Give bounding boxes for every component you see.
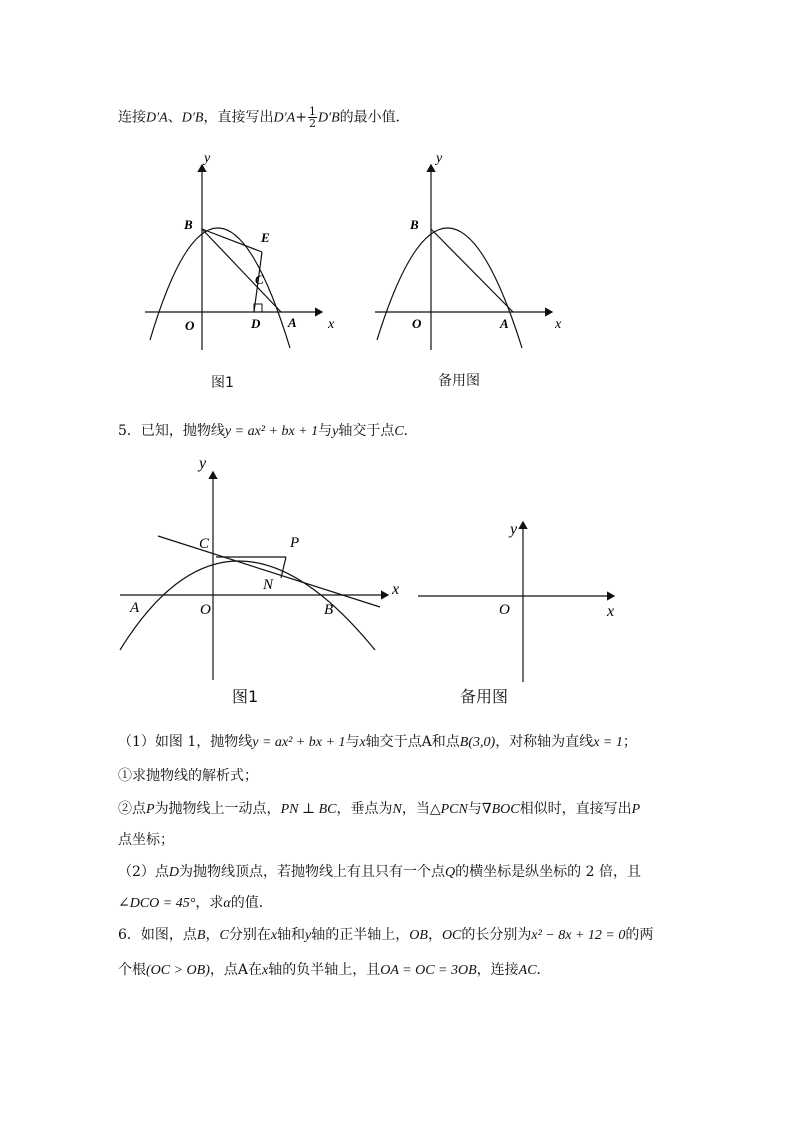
p5-q1-2-mid2: ，垂点为 bbox=[336, 801, 393, 817]
p5-q2-mid: 为抛物线顶点，若抛物线上有且只有一个点 bbox=[179, 864, 446, 880]
intro-seg2: D′B bbox=[181, 110, 204, 126]
p5-q1-part1: ①求抛物线的解析式； bbox=[118, 768, 258, 784]
p5-q1-2-tri1: △PCN bbox=[429, 802, 468, 817]
label-A: A bbox=[500, 316, 509, 331]
line-BC bbox=[158, 536, 380, 607]
p6-sep: ， bbox=[205, 927, 220, 943]
label-O: O bbox=[412, 316, 422, 331]
p5-q1-mid3: ，对称轴为直线 bbox=[495, 734, 594, 750]
intro-suffix: 的最小值． bbox=[339, 109, 410, 126]
label-B: B bbox=[410, 217, 419, 232]
p6-2-mid: ，点A在 bbox=[209, 962, 263, 978]
p5-q1-2-mid: 为抛物线上一动点， bbox=[154, 801, 281, 817]
p6-sep2: ， bbox=[427, 927, 442, 943]
p5-q1-2-prefix: ②点 bbox=[118, 801, 146, 817]
p5-stem-end: ． bbox=[403, 423, 418, 439]
p5-q2-Q: Q bbox=[445, 865, 456, 880]
fig5-main-diagram bbox=[110, 450, 410, 690]
fig4-main-caption: 图1 bbox=[211, 375, 234, 391]
p6-OB: OB bbox=[409, 928, 428, 943]
label-N: N bbox=[263, 577, 274, 593]
p5-stem-suffix: 轴交于点 bbox=[338, 423, 395, 439]
label-C: C bbox=[255, 272, 264, 287]
p6-2-cond: (OC > OB) bbox=[146, 963, 210, 978]
p6-2-AC: AC bbox=[518, 963, 537, 978]
p5-q2-end: 的值． bbox=[230, 895, 273, 911]
p6-mid3: 轴的正半轴上， bbox=[311, 927, 410, 943]
p5-q1-mid: 与 bbox=[345, 734, 360, 750]
label-O: O bbox=[200, 602, 211, 618]
p6-mid2: 轴和 bbox=[277, 927, 306, 943]
p6-2-eq: OA = OC = 3OB bbox=[380, 963, 477, 978]
p5-q2-prefix: （2）点 bbox=[118, 864, 169, 880]
p5-stem-axis: y bbox=[332, 424, 339, 439]
p6-OC: OC bbox=[441, 928, 462, 943]
label-y: y bbox=[436, 151, 443, 166]
p5-q2-mid3: ，求 bbox=[195, 895, 224, 911]
p5-q1-part2 bbox=[118, 799, 640, 820]
intro-expr-b: D′B bbox=[317, 110, 340, 126]
p5-q2 bbox=[118, 862, 641, 883]
p6-prefix: 6．如图，点 bbox=[118, 927, 197, 943]
p6-line1 bbox=[118, 925, 653, 946]
p5-q2-alpha: α bbox=[223, 896, 231, 911]
fig5-main-caption: 图1 bbox=[232, 687, 259, 706]
p5-stem-prefix: 5．已知，抛物线 bbox=[118, 423, 225, 439]
p5-q2-D: D bbox=[168, 865, 180, 880]
p5-q2-mid2: 的横坐标是纵坐标的 2 倍，且 bbox=[455, 864, 641, 880]
intro-seg1: D′A bbox=[146, 110, 168, 126]
p5-q1-2-tri2: ∇BOC bbox=[481, 802, 520, 817]
p6-C: C bbox=[219, 928, 229, 943]
p5-q1-mid2: 轴交于点A和点 bbox=[365, 734, 460, 750]
intro-sep: 、 bbox=[167, 109, 182, 126]
label-B: B bbox=[184, 217, 193, 232]
p5-q1-formula: y = ax² + bx + 1 bbox=[252, 735, 346, 750]
p6-mid4: 的长分别为 bbox=[461, 927, 532, 943]
label-x: x bbox=[607, 603, 615, 620]
p5-q1-end: ； bbox=[622, 734, 637, 750]
p5-q1-prefix: （1）如图 1，抛物线 bbox=[118, 734, 253, 750]
p6-line2 bbox=[118, 960, 551, 981]
p6-B: B bbox=[196, 928, 206, 943]
label-A: A bbox=[288, 315, 297, 330]
label-y: y bbox=[199, 455, 207, 472]
p5-q1-2-mid3: ，当 bbox=[401, 801, 430, 817]
intro-plus: + bbox=[295, 109, 307, 126]
label-y: y bbox=[510, 521, 518, 538]
fraction-denominator: 2 bbox=[308, 117, 316, 130]
p6-2-end: ． bbox=[536, 962, 551, 978]
label-D: D bbox=[251, 316, 261, 331]
intro-expr-a: D′A bbox=[273, 110, 296, 126]
p6-end: 的两 bbox=[625, 927, 654, 943]
label-C: C bbox=[199, 536, 210, 552]
p5-stem-formula: y = ax² + bx + 1 bbox=[224, 424, 319, 439]
p5-q1-2-N: N bbox=[392, 802, 402, 817]
p6-x: x bbox=[270, 928, 278, 943]
label-O: O bbox=[185, 318, 195, 333]
label-E: E bbox=[261, 230, 270, 245]
p5-q1-2-mid5: 相似时，直接写出 bbox=[519, 801, 632, 817]
fig4-main-diagram bbox=[130, 140, 350, 360]
label-O: O bbox=[499, 602, 510, 618]
parabola bbox=[120, 561, 375, 650]
label-P: P bbox=[290, 535, 300, 551]
p5-q2-cont bbox=[118, 893, 273, 914]
p5-q1-2-P2: P bbox=[631, 802, 641, 817]
label-x: x bbox=[555, 317, 562, 332]
p6-2-x: x bbox=[262, 963, 269, 978]
p5-q1-2-P: P bbox=[146, 802, 155, 817]
p5-q1-line: x = 1 bbox=[593, 735, 623, 750]
p6-mid: 分别在 bbox=[228, 927, 271, 943]
p6-2-mid2: 轴的负半轴上，且 bbox=[268, 962, 381, 978]
intro-prefix: 连接 bbox=[118, 109, 146, 126]
p5-q1-part2-cont: 点坐标； bbox=[118, 832, 174, 848]
p5-q1-2-perp: PN ⊥ BC bbox=[280, 802, 337, 817]
intro-fraction bbox=[308, 106, 317, 129]
label-A: A bbox=[130, 600, 140, 616]
fraction-numerator: 1 bbox=[308, 105, 316, 118]
p6-y: y bbox=[305, 928, 312, 943]
p6-2-prefix: 个根 bbox=[118, 962, 146, 978]
p5-q1-axis: x bbox=[359, 735, 366, 750]
label-x: x bbox=[392, 581, 400, 598]
p5-stem-mid: 与 bbox=[318, 423, 333, 439]
p6-eq: x² − 8x + 12 = 0 bbox=[531, 928, 626, 943]
fig4-backup-caption: 备用图 bbox=[438, 373, 480, 389]
p5-q1-point: B(3,0) bbox=[459, 735, 496, 750]
p5-q1-2-mid4: 与 bbox=[467, 801, 482, 817]
label-x: x bbox=[328, 317, 335, 332]
fig5-backup-diagram bbox=[410, 510, 630, 690]
p5-q2-angle: ∠DCO = 45° bbox=[118, 896, 196, 911]
p5-stem-point: C bbox=[394, 424, 404, 439]
segment-PN bbox=[281, 557, 286, 578]
label-y: y bbox=[204, 151, 211, 166]
parabola bbox=[150, 228, 290, 348]
label-B: B bbox=[324, 602, 334, 618]
problem5-stem bbox=[118, 421, 418, 442]
p5-q1 bbox=[118, 732, 637, 753]
intro-mid: ，直接写出 bbox=[203, 109, 274, 126]
fig5-backup-caption: 备用图 bbox=[460, 687, 509, 706]
intro-line bbox=[118, 106, 410, 129]
fig4-backup-diagram bbox=[360, 140, 580, 360]
p6-2-mid3: ，连接 bbox=[476, 962, 519, 978]
